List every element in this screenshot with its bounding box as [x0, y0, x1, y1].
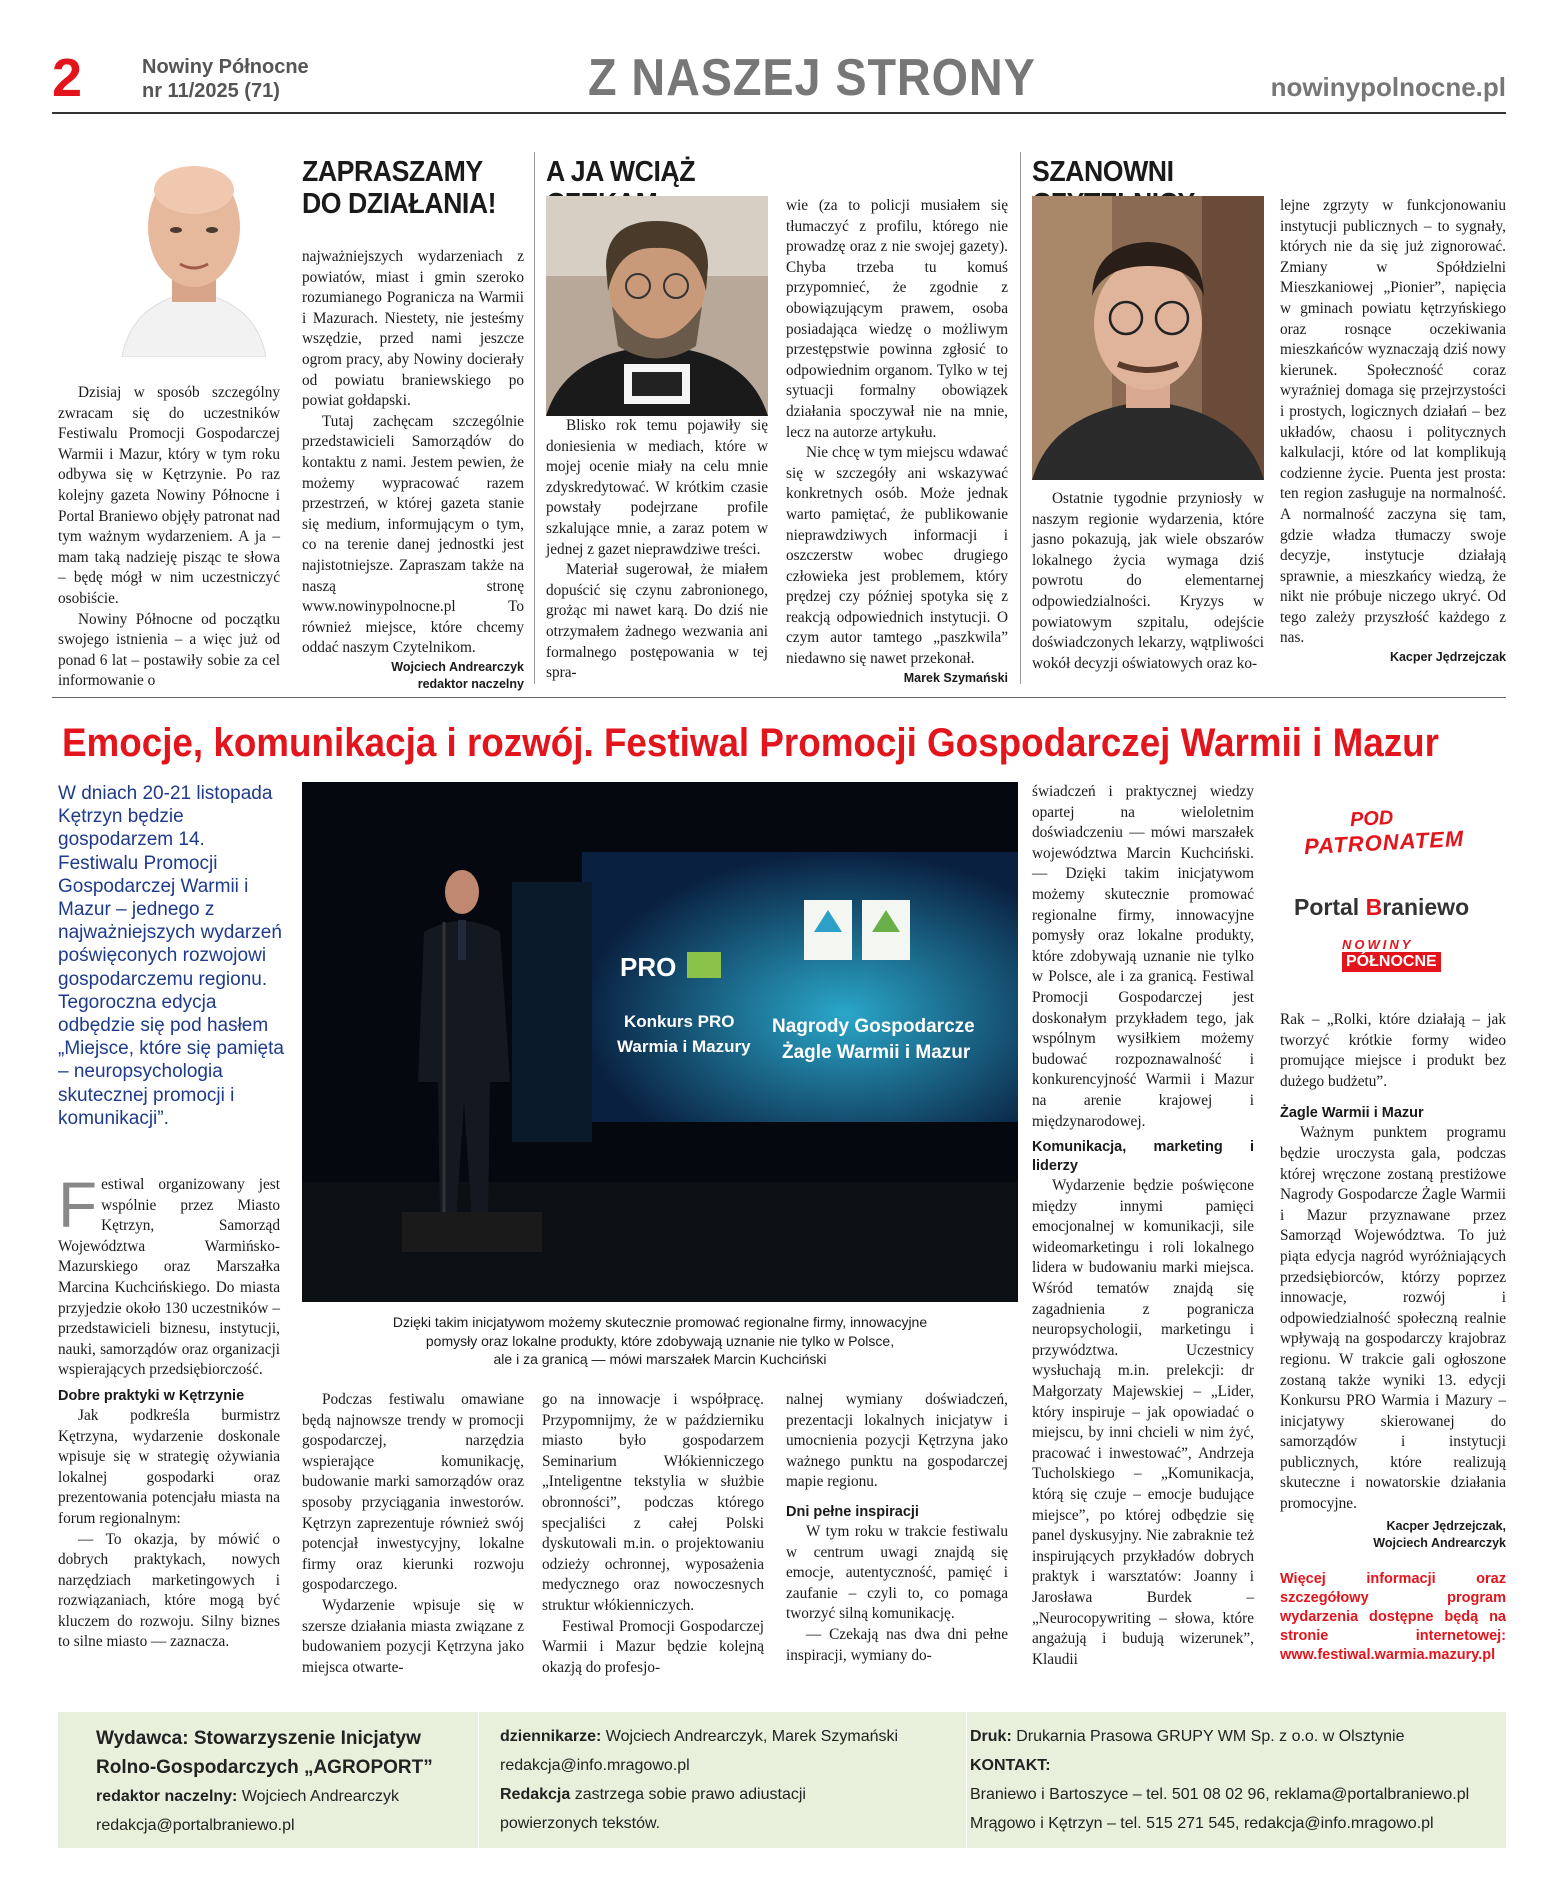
op2-col1 — [546, 416, 768, 684]
feature-intro — [58, 1169, 280, 1381]
contact-braniewo: Braniewo i Bartoszyce – tel. 501 08 02 96, reklama@portalbraniewo.pl — [970, 1786, 1470, 1803]
feature-sig-1: Kacper Jędrzejczak, — [1386, 1518, 1506, 1533]
feature-col3 — [542, 1390, 764, 1678]
journalists-names: Wojciech Andrearczyk, Marek Szymański — [601, 1728, 899, 1745]
feature-col5 — [1032, 782, 1254, 1670]
website[interactable]: nowinypolnocne.pl — [1270, 72, 1506, 102]
pro-logo-text: PRO — [620, 952, 677, 982]
feature-signature — [1280, 1518, 1506, 1552]
feature-c4-p3: — Czekają nas dwa dni pełne inspiracji, wymiany do- — [786, 1625, 1008, 1664]
footer-email2[interactable]: redakcja@info.mragowo.pl — [500, 1757, 690, 1774]
patronage-patronatem: PATRONATEM — [1303, 825, 1465, 860]
op1-title — [302, 156, 523, 220]
screen-left-l1: Konkurs PRO — [624, 1012, 735, 1031]
caption-l2: pomysły oraz lokalne produkty, które zdobywają uznanie nie tylko w Polsce, — [425, 1332, 895, 1349]
op3-signature: Kacper Jędrzejczak — [1389, 650, 1506, 665]
feature-c1-p3: — To okazja, by mówić o dobrych praktykach, nowych narzędziach marketingowych i rozwiązaniach, które mogą być kluczem do rozwoju. Silny biznes to silne miasto — zaznacza. — [58, 1530, 280, 1651]
rights-2: powierzonych tekstów. — [500, 1815, 661, 1832]
subhead-dobre-praktyki: Dobre praktyki w Kętrzynie — [58, 1387, 245, 1404]
screen-left-l2: Warmia i Mazury — [617, 1037, 751, 1056]
print — [970, 1722, 1500, 1751]
caption-l3: ale i za granicą — mówi marszałek Marcin Kuchciński — [493, 1351, 827, 1367]
author-photo-andrearczyk — [112, 152, 276, 357]
issue-number: nr 11/2025 (71) — [142, 80, 280, 102]
more-info[interactable]: Więcej informacji oraz szczegółowy program wydarzenia dostępne będą na stronie internetowej: www.festiwal.warmia.mazury.pl — [1280, 1570, 1506, 1663]
feature-col2 — [302, 1390, 524, 1678]
feature-col6 — [1280, 1010, 1506, 1665]
col-divider — [534, 152, 535, 684]
feature-c3-p2: Festiwal Promocji Gospodarczej Warmii i Mazur będzie kolejną okazją do profesjo- — [542, 1617, 764, 1676]
portal-c: raniewo — [1382, 894, 1470, 920]
footer-journalists — [500, 1722, 960, 1838]
feature-c5-p1: świadczeń i praktycznej wiedzy opartej na wieloletnim doświadczeniu — mówi marszałek województwa Marcin Kuchciński. — Dzięki takim inicjatywom możemy skutecznie promować regionalne firmy, innowacyjne pomysły oraz lokalne produkty, które zdobywają uznanie nie tylko w Polsce, ale i za granicą. Festiwal Promocji Gospodarczej jest doskonałym przykładem tego, jak wspólnym wysiłkiem możemy budować rozpoznawalność i konkurencyjność Warmii i Mazur na arenie krajowej i międzynarodowej. — [1032, 783, 1254, 1130]
feature-lead: W dniach 20-21 listopada Kętrzyn będzie gospodarzem 14. Festiwalu Promocji Gospodarczej Warmii i Mazur – jednego z najważniejszych wydarzeń poświęconych rozwojowi gospodarczemu regionu. Tegoroczna edycja odbędzie się pod hasłem „Miejsce, które się pamięta – neuropsychologia skutecznej promocji i komunikacji”. — [58, 783, 284, 1129]
portal-braniewo-logo — [1294, 894, 1469, 921]
dropcap: F — [58, 1169, 98, 1241]
op1-sig-role: redaktor naczelny — [417, 676, 524, 691]
editor-name: Wojciech Andrearczyk — [237, 1788, 399, 1805]
footer-contact — [970, 1722, 1500, 1838]
journalists — [500, 1722, 960, 1751]
print-text: Drukarnia Prasowa GRUPY WM Sp. z o.o. w Olsztynie — [1011, 1728, 1405, 1745]
op1-title-l2: DO DZIAŁANIA! — [302, 188, 497, 220]
nowiny-polnocne-logo — [1322, 938, 1472, 978]
photo-caption — [302, 1313, 1018, 1369]
col-divider — [1020, 152, 1021, 684]
screen-right-l1: Nagrody Gospodarcze — [772, 1016, 975, 1037]
feature-c6-p2: Ważnym punktem programu będzie uroczysta gala, podczas której wręczone zostaną prestiżowe Nagrody Gospodarcze Żagle Warmii i Mazur przyznawane przez Samorząd Województwa. To już piąta edycja nagród wyróżniających przedsiębiorców, którzy poprzez innowacje, rozwój i odpowiedzialność społeczną realnie wpływają na gospodarczy krajobraz regionu. W trakcie gali ogłoszone zostaną także wyniki 13. edycji Konkursu PRO Warmia i Mazury – inicjatywy skierowanej do samorządów i instytucji publicznych, które realizują skuteczne i nowatorskie działania promocyjne. — [1280, 1124, 1506, 1513]
footer — [58, 1712, 1506, 1848]
feature-c4-p2: W tym roku w trakcie festiwalu w centrum uwagi znajdą się emocje, autentyczność, pamięć i zaufanie – czyli to, co pomaga tworzyć silną komunikację. — [786, 1522, 1008, 1623]
op1-p1: Dzisiaj w sposób szczególny zwracam się do uczestników Festiwalu Promocji Gospodarczej Warmii i Mazur, który w tym roku odbywa się w Kętrzynie. Po raz kolejny gazeta Nowiny Północne i Portal Braniewo objęły patronat nad tym ważnym wydarzeniem. A ja – mam taką nadzieję pisząc te słowa – będę mógł w nim uczestniczyć osobiście. — [58, 384, 280, 607]
contact-mragowo: Mrągowo i Kętrzyn – tel. 515 271 545, redakcja@info.mragowo.pl — [970, 1815, 1434, 1832]
portal-a: Portal — [1294, 894, 1366, 920]
page-number: 2 — [52, 48, 83, 108]
footer-divider — [478, 1712, 479, 1848]
op2-col2 — [786, 196, 1008, 687]
editor — [96, 1782, 496, 1811]
op1-signature — [302, 659, 524, 693]
op3-title: SZANOWNI — [1032, 156, 1174, 188]
screen-pro-logo — [620, 950, 721, 982]
publisher-l1: Wydawca: Stowarzyszenie Inicjatyw — [96, 1728, 421, 1749]
footer-divider — [966, 1712, 967, 1848]
subhead-zagle: Żagle Warmii i Mazur — [1280, 1105, 1424, 1122]
feature-c1-p2: Jak podkreśla burmistrz Kętrzyna, wydarzenie doskonale wpisuje się w strategię ożywiania lokalnej gospodarki oraz prezentowania potencjału miasta na forum regionalnym: — [58, 1406, 280, 1527]
subhead-komunikacja: Komunikacja, marketing i liderzy — [1032, 1139, 1254, 1175]
contact-label: KONTAKT: — [970, 1757, 1051, 1774]
header-rule — [52, 112, 1506, 114]
screen-right-l2: Żagle Warmii i Mazur — [782, 1042, 971, 1063]
op2-title: A JA WCIĄŻ — [546, 156, 696, 188]
rights-text: zastrzega sobie prawo adiustacji — [570, 1786, 806, 1803]
op1-sig-name: Wojciech Andrearczyk — [391, 659, 524, 674]
op1-col2 — [302, 247, 524, 693]
feature-sig-2: Wojciech Andrearczyk — [1373, 1535, 1506, 1550]
op3-col2 — [1280, 196, 1506, 666]
feature-col1 — [58, 1169, 280, 1653]
op2-p1: Blisko rok temu pojawiły się doniesienia w mediach, które w mojej ocenie miały na celu mnie zdyskredytować. W krótkim czasie powstały podejrzane profile szkalujące mnie, a zaraz potem w jednej z gazet nieprawdziwe treści. — [546, 417, 768, 558]
feature-c5-p2: Wydarzenie będzie poświęcone między innymi pamięci emocjonalnej w komunikacji, sile wideomarketingu i roli lokalnego lidera w budowaniu marki miejsca. Wśród tematów znajdą się zagadnienia z pogranicza neuropsychologii, marketingu i przywództwa. Uczestnicy wysłuchają m.in. prelekcji: dr Małgorzaty Majewskiej – „Lider, który inspiruje – jak opowiadać o miejscu, by inni chcieli w nim żyć, pracować i inwestować”, Andrzeja Tucholskiego – „Komunikacja, którą się czuje – emocje budujące miejsce”, po której odbędzie się panel dyskusyjny. Nie zabraknie też inspirujących przykładów dobrych praktyk i warsztatów: Joanny i Jarosława Burdek – „Neurocopywriting – słowa, które angażują i budują wizerunek”, Klaudii — [1032, 1177, 1254, 1668]
op1-col1 — [58, 383, 280, 692]
subhead-dni-pelne: Dni pełne inspiracji — [786, 1503, 919, 1520]
feature-headline: Emocje, komunikacja i rozwój. Festiwal Promocji Gospodarczej Warmii i Mazur — [62, 721, 1439, 765]
journalists-label: dziennikarze: — [500, 1728, 602, 1745]
op1-p3: najważniejszych wydarzeniach z powiatów, miast i gmin szeroko rozumianego Pogranicza na Warmii i Mazurach. Niestety, nie jesteśmy wszędzie, przed nami jeszcze ogrom pracy, aby Nowiny docierały od powiatu braniewskiego po powiat gołdapski. — [302, 248, 524, 410]
feature-c2-p2: Wydarzenie wpisuje się w szersze działania miasta związane z budowaniem pozycji Kętrzyna jako miejsca otwarte- — [302, 1596, 524, 1676]
footer-email1[interactable]: redakcja@portalbraniewo.pl — [96, 1817, 295, 1834]
nowiny-top: NOWINY — [1342, 937, 1414, 952]
op1-p2: Nowiny Północne od początku swojego istnienia – a więc już od ponad 6 lat – postawiły sobie za cel informowanie o — [58, 610, 280, 690]
op2-p4: Nie chcę w tym miejscu wdawać się w szczegóły ani wskazywać konkretnych osób. Może jednak warto pamiętać, że publikowanie nieprawdziwych informacji i oszczerstw wobec drugiego człowieka jest problemem, który prędzej czy później spotyka się z reakcją odpowiednich instytucji. O czym autor tamtego „paszkwila” niedawno się nawet przekonał. — [786, 444, 1008, 668]
op1-p4: Tutaj zachęcam szczególnie przedstawicieli Samorządów do kontaktu z nami. Jestem pewien, że możemy wypracować razem przestrzeń, w której gazeta stanie się medium, informującym o tym, co na terenie danej jednostki jest najistotniejsze. Zapraszam także na naszą stronę www.nowinypolnocne.pl To również miejsce, które chcemy oddać naszym Czytelnikom. — [302, 412, 524, 657]
editor-label: redaktor naczelny: — [96, 1788, 238, 1805]
publisher-l2: Rolno-Gospodarczych „AGROPORT” — [96, 1757, 433, 1778]
op3-p2: lejne zgrzyty w funkcjonowaniu instytucji publicznych – to sygnały, których nie da się już zignorować. Zmiany w Spółdzielni Mieszkaniowej „Pionier”, napięcia w gminach powiatu kętrzyńskiego oraz rosnące oczekiwania mieszkańców wyznaczają dziś nowy kierunek. Społeczność coraz wyraźniej domaga się przejrzystości i prostych, logicznych działań – bez układów, chaosu i politycznych kalkulacji, które od lat komplikują codzienne życie. Puenta jest prosta: ten region zasługuje na normalność. A normalność zaczyna się tam, gdzie władza tłumaczy swoje decyzje, instytucje działają sprawnie, a mieszkańcy wiedzą, że nikt nie próbuje niczego ukryć. Od tego zależy przyszłość każdego z nas. — [1280, 197, 1506, 647]
screen — [582, 852, 1018, 1122]
feature-c6-p1: Rak – „Rolki, które działają – jak tworzyć krótkie formy wideo promujące miejsce i produkt bez dużego budżetu”. — [1280, 1011, 1506, 1090]
feature-c4-p1: nalnej wymiany doświadczeń, prezentacji lokalnych inicjatyw i umocnienia pozycji Kętrzyna jako ważnego punktu na gospodarczej mapie regionu. — [786, 1391, 1008, 1491]
caption-l1: Dzięki takim inicjatywom możemy skutecznie promować regionalne firmy, innowacyjne — [392, 1314, 928, 1330]
patronage-pod: POD — [1349, 806, 1394, 832]
rights-label: Redakcja — [500, 1786, 571, 1803]
author-photo-szymanski — [546, 196, 768, 416]
feature-col4 — [786, 1390, 1008, 1666]
rights — [500, 1780, 960, 1809]
portal-b: B — [1365, 894, 1383, 920]
feature-c1-p1: estiwal organizowany jest wspólnie przez Miasto Kętrzyn, Samorząd Województwa Warmińsko-Mazurskiego oraz Marszałka Marcina Kuchcińskiego. Do miasta przyjedzie około 130 uczestników – przedstawicieli biznesu, instytucji, nauki, samorządów oraz organizacji wspierających przedsiębiorczość. — [58, 1176, 280, 1379]
patronage-box — [1280, 782, 1506, 997]
op3-p1: Ostatnie tygodnie przyniosły w naszym regionie wydarzenia, które jasno pokazują, jak wiele obszarów lokalnego życia wymaga dziś powrotu do elementarnej odpowiedzialności. Kryzys w powiatowym szpitalu, odejście doświadczonych lekarzy, wątpliwości wokół decyzji oświatowych oraz ko- — [1032, 490, 1264, 672]
op3-col1 — [1032, 489, 1264, 674]
op2-p3: wie (za to policji musiałem się tłumaczyć z profilu, którego nie prowadzę oraz z nie swojej gazety). Chyba trzeba tu komuś przypomnieć, że zgodnie z obowiązującym prawem, osoba posiadająca wiedzę o możliwym przestępstwie powinna zgłosić to odpowiednim organom. Tylko w tej sytuacji formalny obowiązek działania spoczywał nie na mnie, lecz na autorze artykułu. — [786, 197, 1008, 441]
feature-photo — [302, 782, 1018, 1302]
nowiny-bottom: PÓŁNOCNE — [1342, 952, 1441, 972]
op2-signature: Marek Szymański — [903, 670, 1008, 685]
op2-p2: Materiał sugerował, że miałem dopuścić się czynu zabronionego, grożąc mi nawet karą. Do dziś nie otrzymałem żadnego wezwania ani formalnego postępowania w tej spra- — [546, 561, 768, 682]
section-rule — [52, 697, 1506, 698]
op1-title-l1: ZAPRASZAMY — [302, 156, 483, 188]
feature-c3-p1: go na innowacje i współpracę. Przypomnijmy, że w październiku miasto było gospodarzem Seminarium Włókienniczego „Inteligentne tekstylia w służbie obronności”, podczas którego specjaliści z całej Polski dyskutowali m.in. o projektowaniu odzieży ochronnej, wyposażenia medycznego oraz nowoczesnych struktur włókienniczych. — [542, 1391, 764, 1614]
paper-name: Nowiny Północne — [142, 56, 309, 78]
footer-publisher — [96, 1724, 496, 1840]
feature-c2-p1: Podczas festiwalu omawiane będą najnowsze trendy w promocji gospodarczej, narzędzia wspierające komunikację, budowanie marki samorządów oraz sposoby przyciągania inwestorów. Kętrzyn zaprezentuje również swój potencjał inwestycyjny, lokalne firmy oraz kierunki rozwoju gospodarczego. — [302, 1391, 524, 1594]
author-photo-jedrzejczak — [1032, 196, 1264, 480]
print-label: Druk: — [970, 1728, 1012, 1745]
section-title: Z NASZEJ STRONY — [588, 49, 1036, 107]
